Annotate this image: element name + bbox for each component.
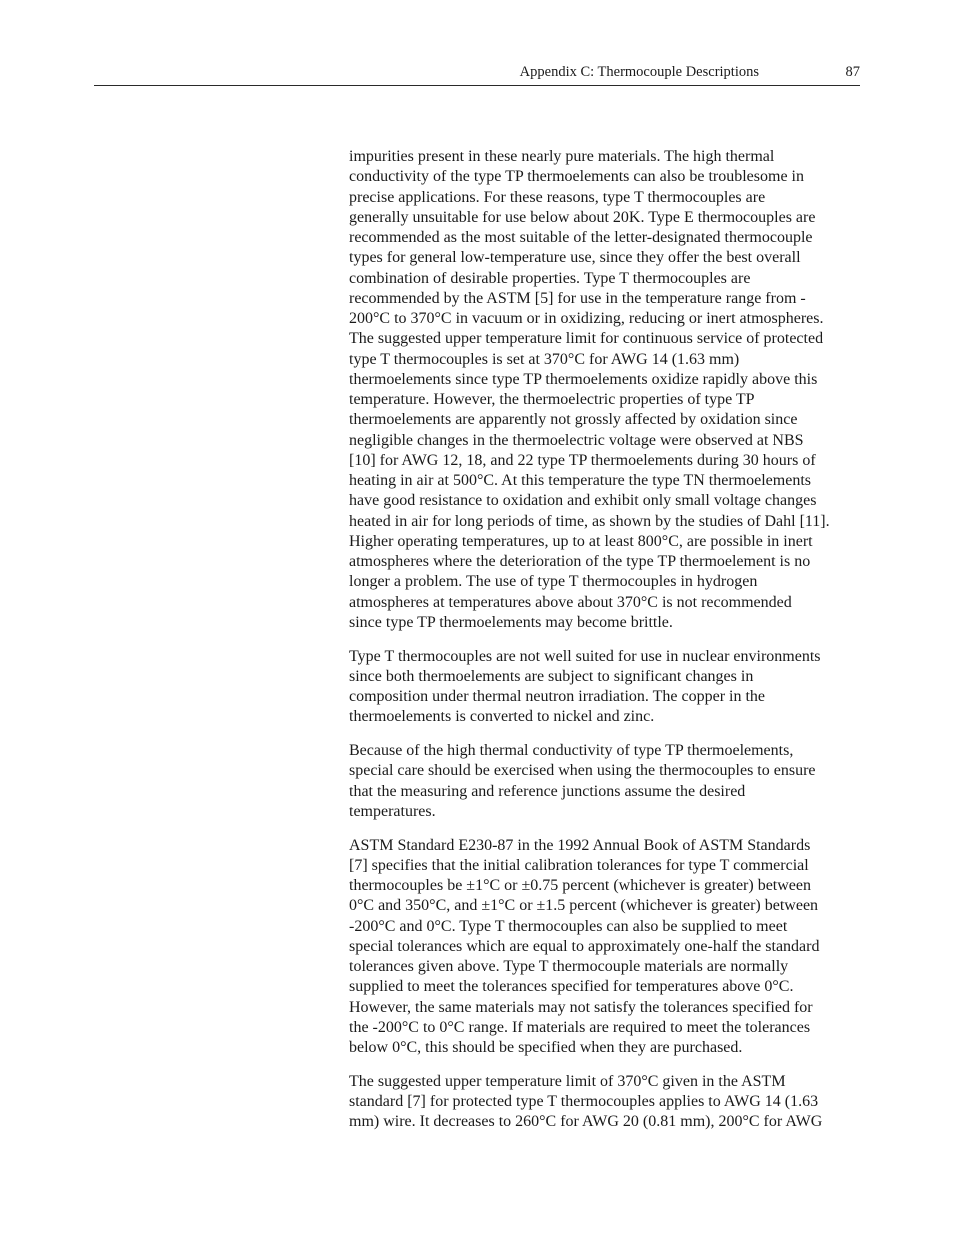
text-line: conductivity of the type TP thermoelements can also be troublesome in [349,168,804,186]
text-line: precise applications. For these reasons, type T thermocouples are [349,188,766,206]
text-line: Higher operating temperatures, up to at least 800°C, are possible in inert [349,532,813,550]
text-line: standard [7] for protected type T thermocouples applies to AWG 14 (1.63 [349,1093,819,1110]
text-line: heating in air at 500°C. At this temperature the type TN thermoelements [349,472,811,489]
paragraph [349,647,863,728]
text-line: since type TP thermoelements may become brittle. [349,613,673,631]
page-number: 87 [845,64,860,80]
text-line: types for general low-temperature use, since they offer the best overall [349,249,801,267]
text-line: [10] for AWG 12, 18, and 22 type TP thermoelements during 30 hours of [349,451,816,469]
text-line: type T thermocouples is set at 370°C for AWG 14 (1.63 mm) [349,350,740,368]
text-line: The suggested upper temperature limit for continuous service of protected [349,330,824,348]
text-line: atmospheres at temperatures above about 370°C is not recommended [349,593,792,611]
text-line: special care should be exercised when using the thermocouples to ensure [349,762,816,780]
text-line: thermocouples be ±1°C or ±0.75 percent (whichever is greater) between [349,877,812,894]
text-line: tolerances given above. Type T thermocouple materials are normally [349,958,789,975]
text-line: the -200°C to 0°C range. If materials are required to meet the tolerances [349,1018,811,1036]
text-line: negligible changes in the thermoelectric voltage were observed at NBS [349,431,804,449]
text-line: ASTM Standard E230-87 in the 1992 Annual Book of ASTM Standards [349,836,811,854]
text-line: thermoelements are apparently not grossly affected by oxidation since [349,411,798,429]
text-line: generally unsuitable for use below about 20K. Type E thermocouples are [349,208,816,226]
text-line: mm) wire. It decreases to 260°C for AWG 20 (0.81 mm), 200°C for AWG [349,1113,823,1131]
text-line: [7] specifies that the initial calibration tolerances for type T commercial [349,856,809,874]
text-line: recommended by the ASTM [5] for use in the temperature range from - [349,289,806,307]
text-line: temperatures. [349,802,436,820]
text-line: supplied to meet the tolerances specified for temperatures above 0°C. [349,978,794,996]
running-header [94,62,860,86]
text-line: impurities present in these nearly pure materials. The high thermal [349,148,775,165]
body-text-column [349,147,863,1146]
text-line: combination of desirable properties. Type T thermocouples are [349,269,751,287]
text-line: thermoelements since type TP thermoelements oxidize rapidly above this [349,370,818,388]
text-line: However, the same materials may not satisfy the tolerances specified for [349,998,813,1016]
text-line: have good resistance to oxidation and exhibit only small voltage changes [349,492,817,510]
text-line: longer a problem. The use of type T thermocouples in hydrogen [349,573,758,591]
paragraph [349,741,863,822]
text-line: composition under thermal neutron irradiation. The copper in the [349,688,766,705]
header-section-title: Appendix C: Thermocouple Descriptions [519,64,759,80]
paragraph [349,1072,863,1133]
text-line: below 0°C, this should be specified when they are purchased. [349,1039,743,1056]
text-line: 0°C and 350°C, and ±1°C or ±1.5 percent (whichever is greater) between [349,897,819,915]
paragraph [349,836,863,1059]
text-line: The suggested upper temperature limit of 370°C given in the ASTM [349,1072,786,1090]
text-line: Type T thermocouples are not well suited for use in nuclear environments [349,647,821,665]
text-line: thermoelements is converted to nickel and zinc. [349,708,655,726]
text-line: heated in air for long periods of time, as shown by the studies of Dahl [11]. [349,512,830,530]
text-line: temperature. However, the thermoelectric properties of type TP [349,391,755,408]
text-line: since both thermoelements are subject to significant changes in [349,667,754,685]
paragraph [349,147,863,633]
text-line: that the measuring and reference junctions assume the desired [349,782,746,800]
text-line: 200°C to 370°C in vacuum or in oxidizing, reducing or inert atmospheres. [349,310,824,327]
text-line: Because of the high thermal conductivity of type TP thermoelements, [349,742,794,759]
text-line: recommended as the most suitable of the letter-designated thermocouple [349,229,813,246]
text-line: atmospheres where the deterioration of the type TP thermoelement is no [349,553,811,570]
text-line: -200°C and 0°C. Type T thermocouples can also be supplied to meet [349,917,788,935]
text-line: special tolerances which are equal to approximately one-half the standard [349,937,820,955]
